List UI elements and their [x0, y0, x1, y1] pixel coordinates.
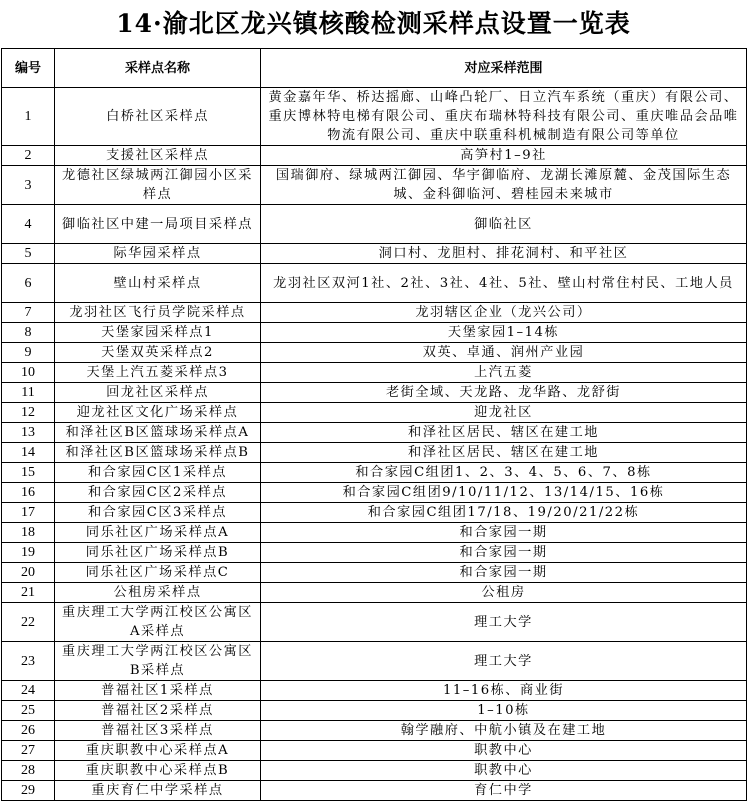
row-sampling-scope: 和合家园一期 [261, 563, 747, 583]
table-row [2, 583, 747, 603]
row-site-name: 重庆职教中心采样点A [55, 741, 261, 761]
row-site-name: 普福社区3采样点 [55, 721, 261, 741]
row-sampling-scope: 双英、卓通、润州产业园 [261, 343, 747, 363]
row-number: 18 [2, 523, 55, 543]
row-site-name: 龙德社区绿城两江御园小区采样点 [55, 166, 261, 205]
table-row [2, 503, 747, 523]
row-site-name: 回龙社区采样点 [55, 383, 261, 403]
row-site-name: 普福社区2采样点 [55, 701, 261, 721]
table-row [2, 483, 747, 503]
table-row [2, 423, 747, 443]
table-row [2, 523, 747, 543]
row-sampling-scope: 洞口村、龙胆村、排花洞村、和平社区 [261, 244, 747, 264]
row-site-name: 和合家园C区1采样点 [55, 463, 261, 483]
row-number: 5 [2, 244, 55, 264]
row-sampling-scope: 天堡家园1–14栋 [261, 323, 747, 343]
row-sampling-scope: 公租房 [261, 583, 747, 603]
row-sampling-scope: 理工大学 [261, 642, 747, 681]
row-sampling-scope: 黄金嘉年华、桥达摇廊、山峰凸轮厂、日立汽车系统（重庆）有限公司、重庆博林特电梯有限公司、重庆布瑞林特科技有限公司、重庆唯品会品唯物流有限公司、重庆中联重科机械制造有限公司等单位 [261, 88, 747, 146]
table-row [2, 463, 747, 483]
row-site-name: 壁山村采样点 [55, 264, 261, 303]
row-sampling-scope: 龙羽辖区企业（龙兴公司） [261, 303, 747, 323]
row-number: 19 [2, 543, 55, 563]
row-number: 11 [2, 383, 55, 403]
table-row [2, 343, 747, 363]
row-sampling-scope: 11–16栋、商业街 [261, 681, 747, 701]
row-number: 6 [2, 264, 55, 303]
row-site-name: 天堡家园采样点1 [55, 323, 261, 343]
row-number: 14 [2, 443, 55, 463]
table-row [2, 543, 747, 563]
page-title: 14·渝北区龙兴镇核酸检测采样点设置一览表 [116, 9, 631, 38]
row-sampling-scope: 和合家园一期 [261, 543, 747, 563]
row-number: 15 [2, 463, 55, 483]
row-sampling-scope: 和合家园C组团17/18、19/20/21/22栋 [261, 503, 747, 523]
row-number: 17 [2, 503, 55, 523]
row-site-name: 和泽社区B区篮球场采样点A [55, 423, 261, 443]
row-site-name: 公租房采样点 [55, 583, 261, 603]
table-row [2, 146, 747, 166]
table-row [2, 383, 747, 403]
row-number: 27 [2, 741, 55, 761]
table-row [2, 166, 747, 205]
table-row [2, 88, 747, 146]
row-site-name: 龙羽社区飞行员学院采样点 [55, 303, 261, 323]
row-site-name: 御临社区中建一局项目采样点 [55, 205, 261, 244]
row-site-name: 同乐社区广场采样点A [55, 523, 261, 543]
row-number: 4 [2, 205, 55, 244]
row-sampling-scope: 和合家园一期 [261, 523, 747, 543]
row-number: 12 [2, 403, 55, 423]
table-row [2, 761, 747, 781]
row-number: 7 [2, 303, 55, 323]
row-site-name: 重庆理工大学两江校区公寓区A采样点 [55, 603, 261, 642]
row-site-name: 和合家园C区3采样点 [55, 503, 261, 523]
table-row [2, 264, 747, 303]
table-row [2, 681, 747, 701]
table-row [2, 363, 747, 383]
table-header-row [2, 49, 747, 88]
row-site-name: 普福社区1采样点 [55, 681, 261, 701]
row-number: 16 [2, 483, 55, 503]
table-row [2, 721, 747, 741]
row-number: 2 [2, 146, 55, 166]
row-site-name: 重庆职教中心采样点B [55, 761, 261, 781]
row-sampling-scope: 职教中心 [261, 741, 747, 761]
row-site-name: 际华园采样点 [55, 244, 261, 264]
row-number: 28 [2, 761, 55, 781]
table-row [2, 603, 747, 642]
row-site-name: 迎龙社区文化广场采样点 [55, 403, 261, 423]
row-number: 20 [2, 563, 55, 583]
table-row [2, 443, 747, 463]
table-row [2, 642, 747, 681]
row-sampling-scope: 上汽五菱 [261, 363, 747, 383]
row-number: 21 [2, 583, 55, 603]
row-number: 10 [2, 363, 55, 383]
table-row [2, 205, 747, 244]
row-site-name: 重庆育仁中学采样点 [55, 781, 261, 801]
table-row [2, 403, 747, 423]
table-row [2, 701, 747, 721]
header-number: 编号 [2, 49, 55, 88]
table-row [2, 303, 747, 323]
row-sampling-scope: 育仁中学 [261, 781, 747, 801]
row-site-name: 天堡上汽五菱采样点3 [55, 363, 261, 383]
row-sampling-scope: 老街全域、天龙路、龙华路、龙舒街 [261, 383, 747, 403]
row-site-name: 重庆理工大学两江校区公寓区B采样点 [55, 642, 261, 681]
row-number: 25 [2, 701, 55, 721]
row-number: 29 [2, 781, 55, 801]
table-row [2, 563, 747, 583]
row-sampling-scope: 1–10栋 [261, 701, 747, 721]
row-site-name: 同乐社区广场采样点B [55, 543, 261, 563]
table-row [2, 323, 747, 343]
row-number: 3 [2, 166, 55, 205]
row-site-name: 天堡双英采样点2 [55, 343, 261, 363]
row-number: 13 [2, 423, 55, 443]
row-number: 26 [2, 721, 55, 741]
sampling-sites-table [1, 48, 747, 801]
table-row [2, 781, 747, 801]
row-sampling-scope: 和合家园C组团1、2、3、4、5、6、7、8栋 [261, 463, 747, 483]
row-sampling-scope: 职教中心 [261, 761, 747, 781]
row-sampling-scope: 迎龙社区 [261, 403, 747, 423]
table-body [2, 88, 747, 801]
row-sampling-scope: 龙羽社区双河1社、2社、3社、4社、5社、壁山村常住村民、工地人员 [261, 264, 747, 303]
header-site: 采样点名称 [55, 49, 261, 88]
row-number: 22 [2, 603, 55, 642]
row-site-name: 和泽社区B区篮球场采样点B [55, 443, 261, 463]
row-sampling-scope: 理工大学 [261, 603, 747, 642]
table-row [2, 244, 747, 264]
row-number: 1 [2, 88, 55, 146]
row-site-name: 支援社区采样点 [55, 146, 261, 166]
row-sampling-scope: 和泽社区居民、辖区在建工地 [261, 423, 747, 443]
header-scope: 对应采样范围 [261, 49, 747, 88]
table-row [2, 741, 747, 761]
row-number: 9 [2, 343, 55, 363]
row-sampling-scope: 和泽社区居民、辖区在建工地 [261, 443, 747, 463]
row-sampling-scope: 高笋村1–9社 [261, 146, 747, 166]
row-sampling-scope: 国瑞御府、绿城两江御园、华宇御临府、龙湖长滩原麓、金茂国际生态城、金科御临河、碧桂园未来城市 [261, 166, 747, 205]
row-site-name: 白桥社区采样点 [55, 88, 261, 146]
row-sampling-scope: 翰学融府、中航小镇及在建工地 [261, 721, 747, 741]
row-number: 23 [2, 642, 55, 681]
row-site-name: 同乐社区广场采样点C [55, 563, 261, 583]
row-number: 8 [2, 323, 55, 343]
row-sampling-scope: 御临社区 [261, 205, 747, 244]
row-number: 24 [2, 681, 55, 701]
row-sampling-scope: 和合家园C组团9/10/11/12、13/14/15、16栋 [261, 483, 747, 503]
row-site-name: 和合家园C区2采样点 [55, 483, 261, 503]
